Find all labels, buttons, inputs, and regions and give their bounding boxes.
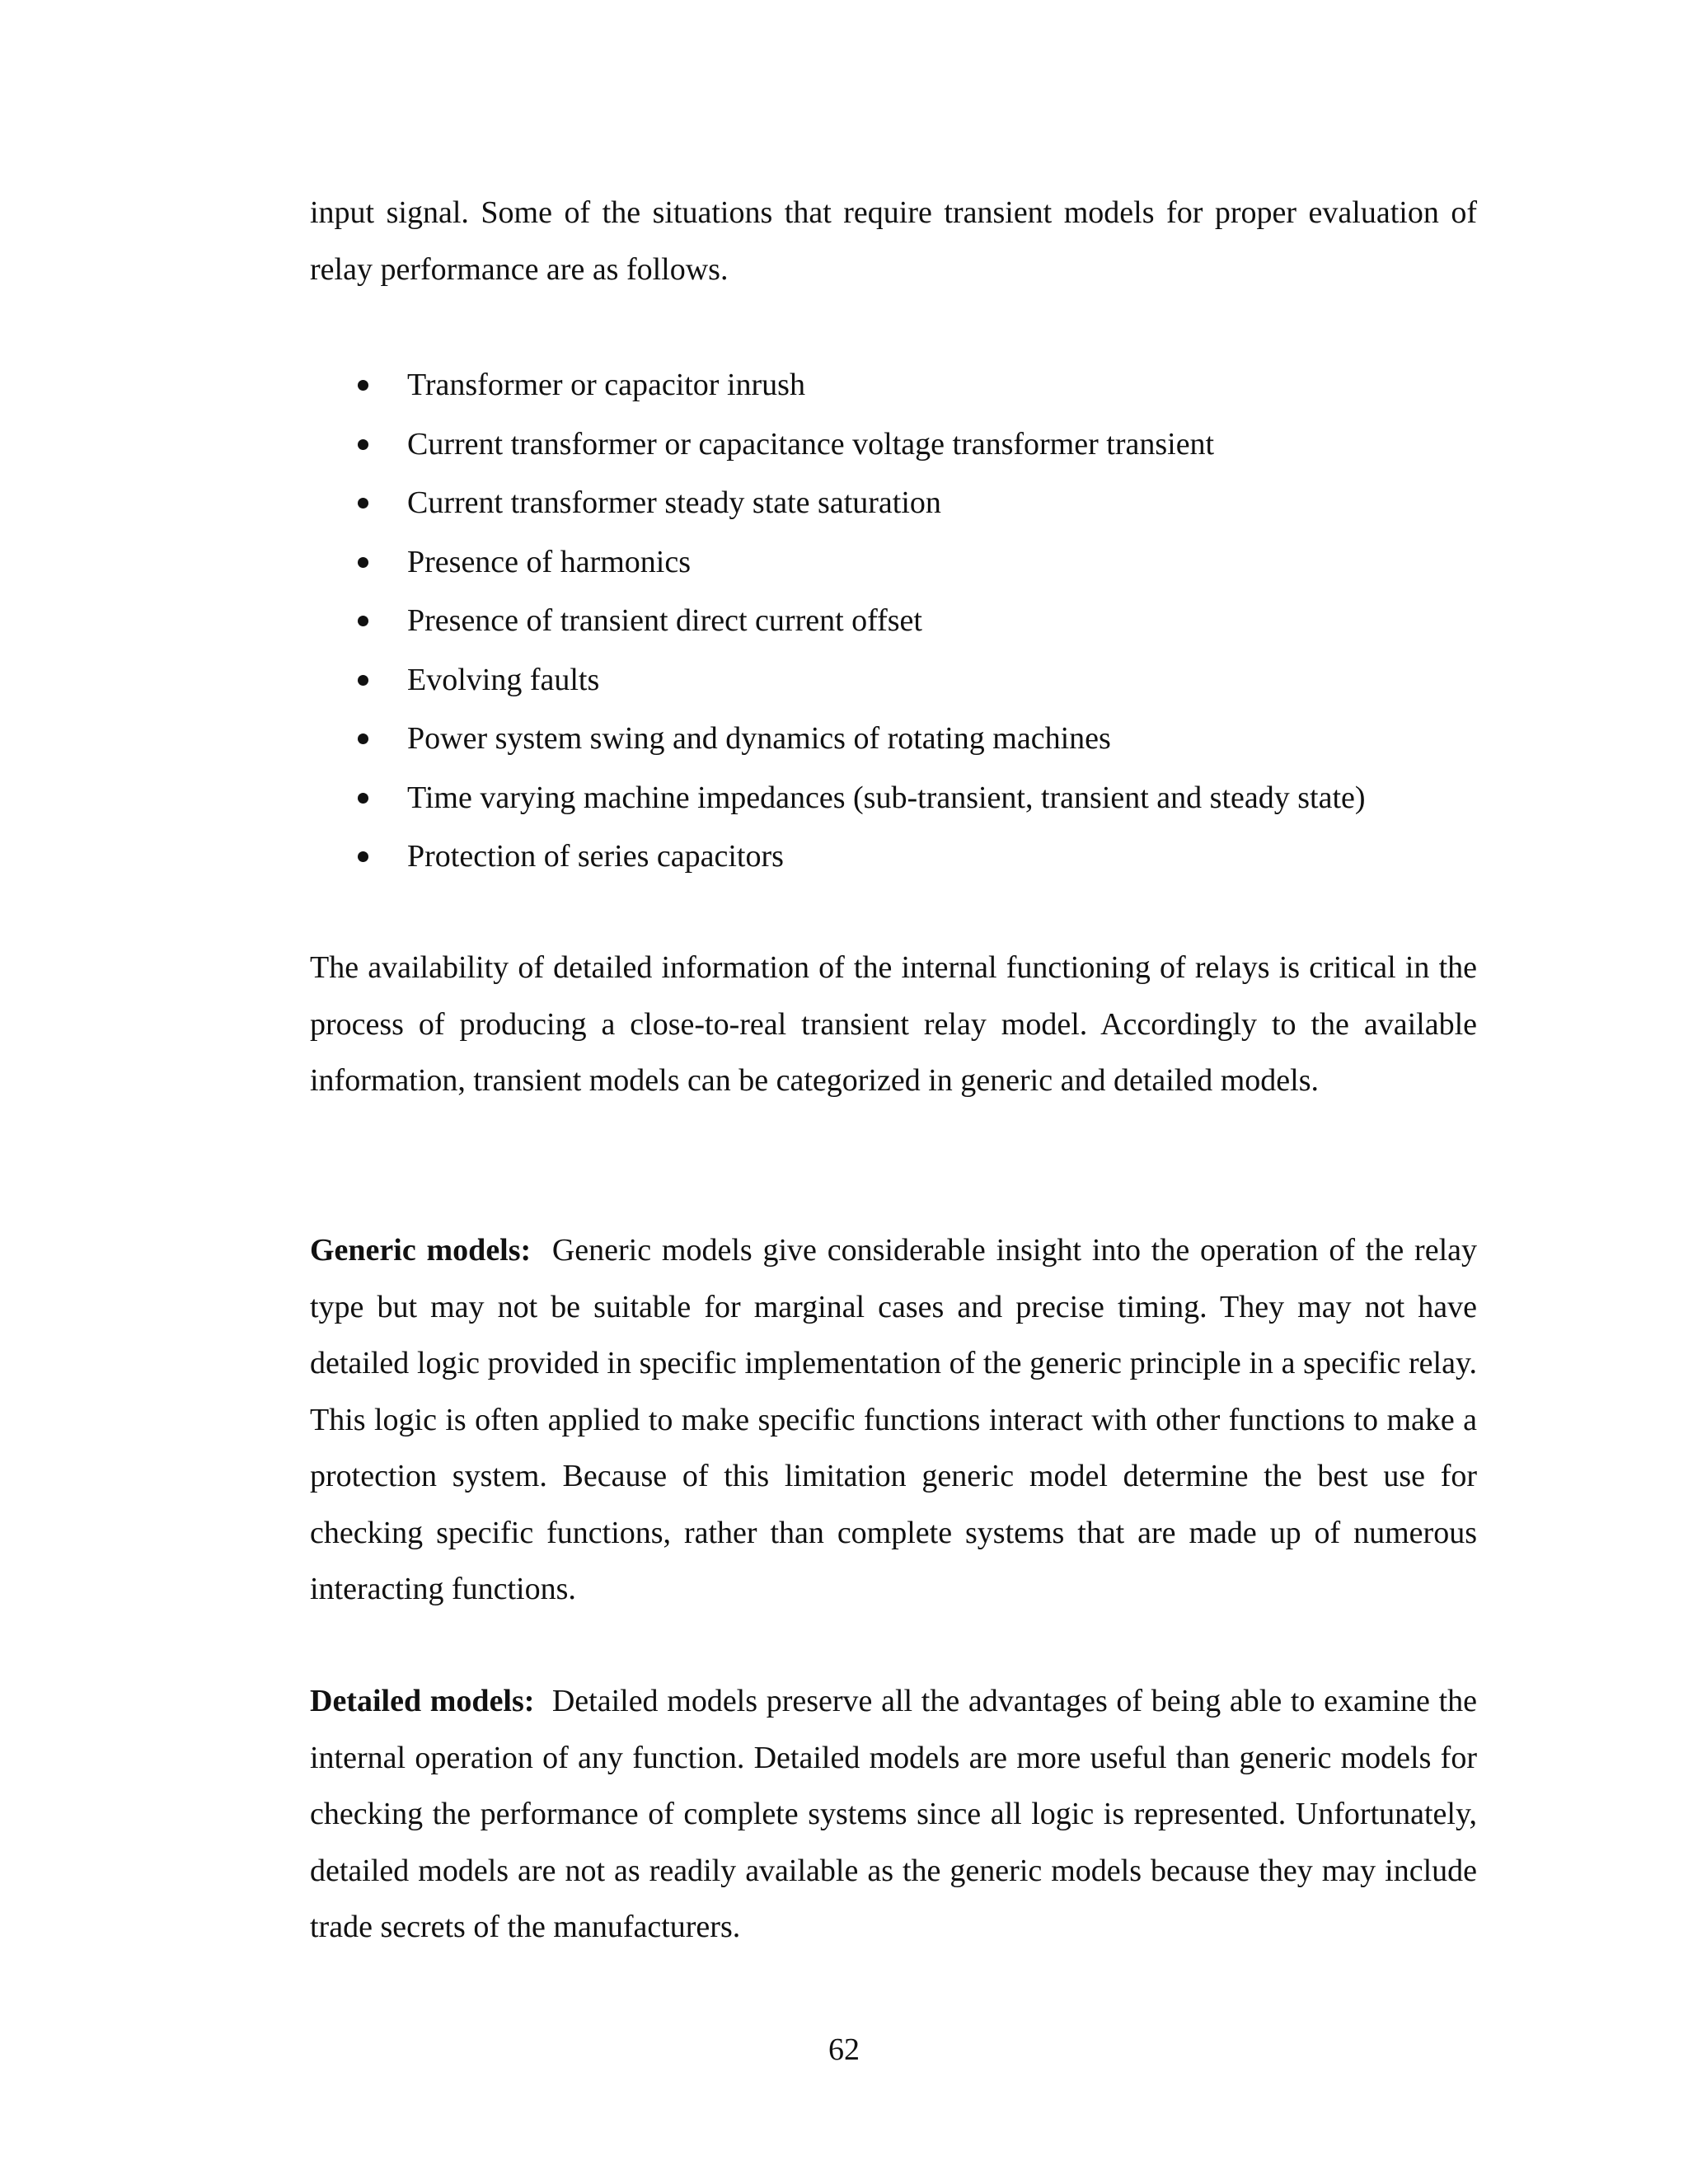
list-item-text: Time varying machine impedances (sub-transient, transient and steady state): [407, 780, 1366, 815]
list-item-text: Current transformer steady state saturation: [407, 485, 941, 520]
bullet-icon: [358, 439, 368, 450]
list-item: [351, 533, 1505, 593]
bullet-icon: [358, 498, 368, 509]
list-item: [351, 356, 1505, 415]
bullet-icon: [358, 793, 368, 804]
detailed-models-text: Detailed models preserve all the advantages of being able to examine the internal operation of any function. Detailed models are more useful than generic models for checking the performance of complete systems since all logic is represented. Unfortunately, detailed models are not as readily available as the generic models because they may include trade secrets of the manufacturers.: [310, 1684, 1477, 1944]
list-item-text: Evolving faults: [407, 662, 600, 697]
availability-paragraph: The availability of detailed information of the internal functioning of relays is critical in the process of producing a close-to-real transient relay model. Accordingly to the available information, transient models can be categorized in generic and detailed models.: [310, 950, 1477, 1098]
list-item-text: Transformer or capacitor inrush: [407, 368, 805, 402]
situations-bullet-list: [351, 356, 1505, 887]
list-item-text: Protection of series capacitors: [407, 839, 784, 874]
bullet-icon: [358, 675, 368, 686]
list-item: [351, 769, 1505, 828]
list-item-text: Current transformer or capacitance voltage transformer transient: [407, 426, 1215, 462]
list-item: [351, 415, 1505, 475]
generic-models-text: Generic models give considerable insight into the operation of the relay type but may not be suitable for marginal cases and precise timing. They may not have detailed logic provided in specific implementation of the generic principle in a specific relay. This logic is often applied to make specific functions interact with other functions to make a protection system. Because of this limitation generic model determine the best use for checking specific functions, rather than complete systems that are made up of numerous interacting functions.: [310, 1233, 1477, 1606]
list-item-text: Presence of transient direct current offset: [407, 603, 922, 638]
list-item: [351, 651, 1505, 710]
list-item: [351, 827, 1505, 887]
generic-models-heading: Generic models:: [310, 1233, 532, 1268]
detailed-models-paragraph: [310, 1673, 1477, 1956]
list-item: [351, 710, 1505, 769]
bullet-icon: [358, 733, 368, 744]
page-number: 62: [828, 2032, 860, 2067]
detailed-models-heading: Detailed models:: [310, 1684, 535, 1718]
list-item: [351, 474, 1505, 533]
list-item-text: Power system swing and dynamics of rotating machines: [407, 721, 1111, 756]
bullet-icon: [358, 557, 368, 568]
bullet-icon: [358, 380, 368, 391]
list-item: [351, 592, 1505, 651]
generic-models-paragraph: [310, 1222, 1477, 1618]
list-item-text: Presence of harmonics: [407, 544, 691, 579]
bullet-icon: [358, 851, 368, 862]
bullet-icon: [358, 616, 368, 626]
intro-paragraph: input signal. Some of the situations that require transient models for proper evaluation of relay performance are as follows.: [310, 195, 1477, 287]
